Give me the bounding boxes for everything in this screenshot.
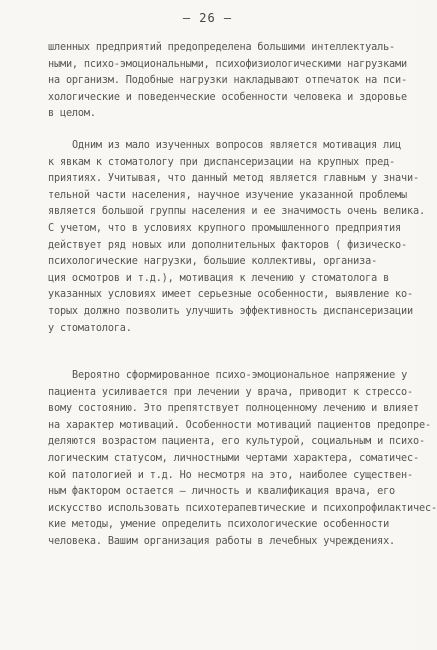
- paragraph-3: [48, 368, 437, 551]
- paragraph-1: [48, 40, 408, 123]
- text-line: на организм. Подобные нагрузки накладывают отпечаток на пси-: [48, 75, 408, 87]
- text-line: логическим статусом, личностными чертами характера, соматичес-: [48, 452, 419, 464]
- text-line: человека. Вашим организация работы в лечебных учреждениях.: [48, 535, 396, 547]
- text-line: психологические нагрузки, большие коллективы, организа-: [48, 256, 378, 268]
- text-line: деляются возрастом пациента, его культурой, социальным и психо-: [48, 436, 425, 448]
- text-line: Одним из мало изученных вопросов является мотивация лиц: [72, 140, 402, 151]
- text-line: кой патологией и т.д. Но несмотря на это, наиболее существен-: [48, 469, 413, 481]
- text-line: шленных предприятий предопределена большими интеллектуаль-: [48, 42, 396, 53]
- page-number: – 26 –: [182, 11, 233, 25]
- text-line: ция осмотров и т.д.), мотивация к лечению у стоматолога в: [48, 272, 390, 284]
- text-line: приятиях. Учитывая, что данный метод является главным у значи-: [48, 173, 419, 185]
- text-line: в целом.: [48, 108, 96, 120]
- text-line: к явкам к стоматологу при диспансеризации на крупных пред-: [48, 156, 396, 168]
- paragraph-2: [48, 138, 425, 337]
- text-line: искусство использовать психотерапевтические и психопрофилактичес-: [48, 502, 437, 514]
- text-line: ными, психо-эмоциональными, психофизиологическими нагрузками: [48, 58, 408, 70]
- text-line: С учетом, что в условиях крупного промышленного предприятия: [48, 222, 402, 234]
- text-line: тельной части населения, научное изучение указанной проблемы: [48, 189, 408, 201]
- text-line: пациента усиливается при лечении у врача, приводит к стрессо-: [48, 386, 413, 398]
- text-line: Вероятно сформированное психо-эмоциональное напряжение у: [72, 370, 408, 381]
- text-line: указанных условиях имеет серьезные особенности, выявление ко-: [48, 289, 413, 301]
- text-line: кие методы, умение определить психологические особенности: [48, 519, 390, 531]
- text-line: у стоматолога.: [48, 322, 132, 334]
- text-line: вому состоянию. Это препятствует полноценному лечению и влияет: [48, 403, 419, 415]
- text-line: ным фактором остается – личность и квалификация врача, его: [48, 486, 396, 498]
- text-line: торых должно позволить улучшить эффективность диспансеризации: [48, 305, 413, 317]
- text-line: хологические и поведенческие особенности человека и здоровье: [48, 91, 408, 103]
- text-line: на характер мотиваций. Особенности мотиваций пациентов предопре-: [48, 419, 431, 431]
- text-line: является большой группы населения и ее значимость очень велика.: [48, 206, 425, 218]
- text-line: действует ряд новых или дополнительных факторов ( физическо-: [48, 239, 408, 251]
